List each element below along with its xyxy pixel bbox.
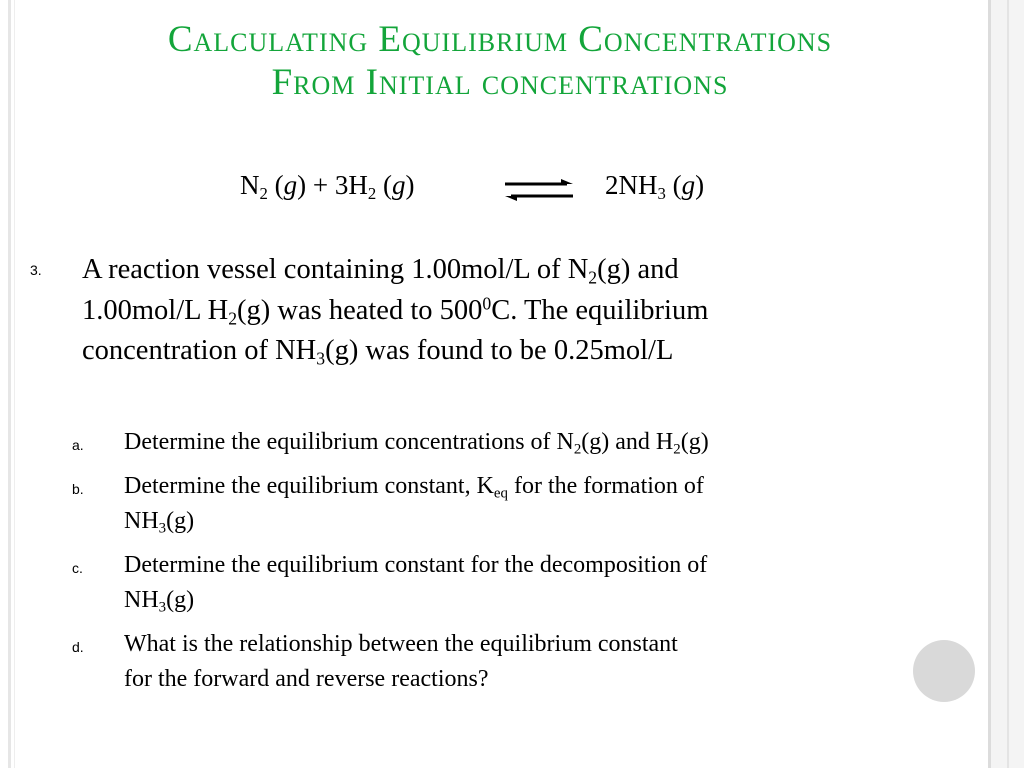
text-run: Determine the equilibrium constant, K bbox=[124, 473, 494, 499]
text-run: (g) bbox=[680, 429, 709, 455]
sub-marker-d: d. bbox=[72, 639, 84, 655]
text-run: (g) was heated to 500 bbox=[237, 294, 483, 326]
sub-marker-c: c. bbox=[72, 560, 83, 576]
sub-question-c-line-2 bbox=[124, 583, 974, 618]
problem-line-3 bbox=[82, 331, 952, 372]
subscript: 3 bbox=[158, 520, 167, 537]
eq-state-g: g bbox=[391, 170, 406, 200]
eq-paren: ( bbox=[376, 170, 392, 200]
sub-question-c bbox=[124, 548, 974, 618]
text-run: (g) was found to be 0.25mol/L bbox=[325, 335, 674, 366]
eq-paren: ( bbox=[665, 170, 682, 200]
subscript: 2 bbox=[228, 307, 238, 328]
sub-question-d-line-2: for the forward and reverse reactions? bbox=[124, 666, 489, 692]
equation-products bbox=[605, 170, 705, 204]
title-line-2: From Initial concentrations bbox=[271, 62, 729, 103]
sub-marker-b: b. bbox=[72, 481, 84, 497]
eq-paren: ) bbox=[695, 170, 705, 200]
sub-question-a-line bbox=[124, 425, 974, 460]
text-run: (g) bbox=[166, 587, 195, 613]
superscript: 0 bbox=[482, 292, 492, 313]
sub-question-a bbox=[124, 425, 974, 460]
eq-n2: N bbox=[240, 170, 260, 200]
frame-right-band bbox=[988, 0, 1024, 768]
eq-nh3-subscript: 3 bbox=[657, 184, 666, 204]
sub-question-b bbox=[124, 469, 974, 539]
eq-paren: ) bbox=[405, 170, 415, 200]
subscript: 2 bbox=[573, 441, 582, 458]
sub-question-d-line-1: What is the relationship between the equilibrium constant bbox=[124, 631, 678, 657]
text-run: (g) and bbox=[597, 254, 679, 285]
text-run: NH bbox=[124, 587, 159, 613]
eq-state-g: g bbox=[681, 170, 696, 200]
problem-number: 3. bbox=[30, 262, 42, 278]
eq-n2-subscript: 2 bbox=[259, 184, 268, 204]
text-run: C. The equilibrium bbox=[491, 294, 709, 326]
frame-left-inner-line bbox=[14, 0, 15, 768]
subscript: eq bbox=[493, 485, 508, 502]
eq-nh3: 2NH bbox=[605, 170, 658, 200]
sub-question-d bbox=[124, 627, 974, 697]
eq-state-g: g bbox=[283, 170, 298, 200]
problem-statement bbox=[82, 250, 952, 372]
eq-paren: ( bbox=[267, 170, 284, 200]
subscript: 3 bbox=[316, 348, 326, 369]
subscript: 2 bbox=[588, 267, 598, 288]
text-run: NH bbox=[124, 508, 159, 534]
eq-h2-subscript: 2 bbox=[367, 184, 377, 204]
text-run: (g) bbox=[166, 508, 195, 534]
subscript: 2 bbox=[673, 441, 681, 458]
title-line-1: Calculating Equilibrium Concentrations bbox=[167, 19, 833, 60]
problem-line-2 bbox=[82, 291, 952, 332]
equilibrium-arrows-icon bbox=[503, 175, 575, 205]
text-run: 1.00mol/L H bbox=[82, 294, 229, 326]
subscript: 3 bbox=[158, 599, 167, 616]
frame-right-line bbox=[988, 0, 991, 768]
sub-marker-a: a. bbox=[72, 437, 84, 453]
text-run: (g) and H bbox=[581, 429, 674, 455]
frame-left-line bbox=[8, 0, 11, 768]
chemical-equation bbox=[0, 170, 1024, 210]
text-run: concentration of NH bbox=[82, 335, 317, 366]
text-run: for the formation of bbox=[507, 473, 704, 499]
text-run: Determine the equilibrium concentrations of N bbox=[124, 429, 574, 455]
slide-title bbox=[40, 18, 960, 104]
sub-question-c-line-1 bbox=[124, 548, 974, 583]
equation-reactants bbox=[240, 170, 415, 204]
sub-question-b-line-1 bbox=[124, 469, 974, 504]
sub-question-b-line-2 bbox=[124, 504, 974, 539]
frame-right-inner-line bbox=[1007, 0, 1009, 768]
eq-plus-h2: ) + 3H bbox=[297, 170, 368, 200]
problem-line-1 bbox=[82, 250, 952, 291]
text-run: A reaction vessel containing 1.00mol/L of N bbox=[82, 254, 589, 285]
text-run: Determine the equilibrium constant for the decomposition of bbox=[124, 552, 708, 578]
